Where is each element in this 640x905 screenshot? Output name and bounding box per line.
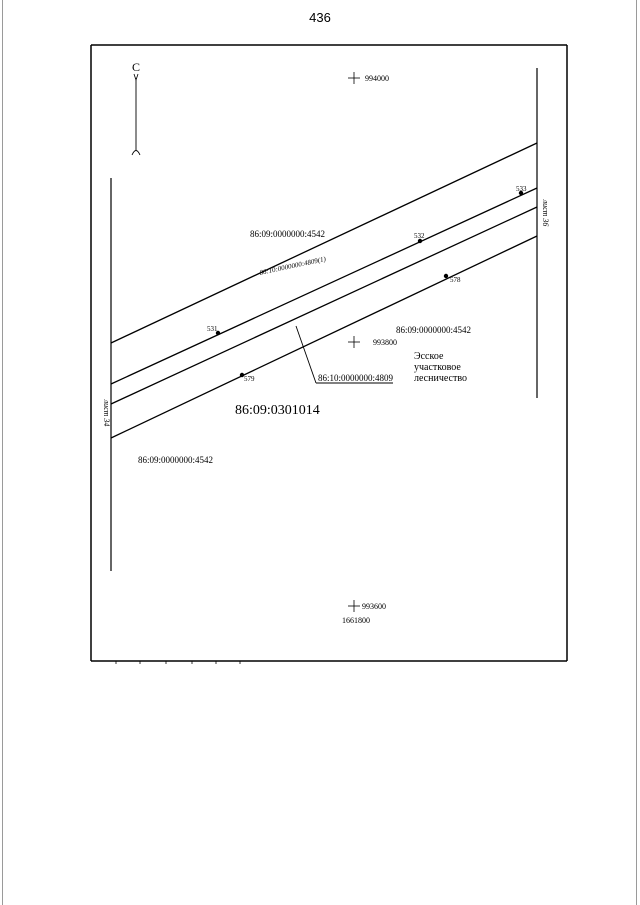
grid-cross-bottom: [348, 600, 360, 612]
forestry-line-3: лесничество: [414, 373, 467, 384]
survey-label-533: 533: [516, 185, 527, 193]
grid-label-top: 994000: [365, 74, 389, 83]
survey-label-578: 578: [450, 276, 461, 284]
grid-label-mid: 993800: [373, 338, 397, 347]
sheet-boundaries: [111, 68, 537, 571]
survey-label-579: 579: [244, 375, 255, 383]
parcel-label-lower: 86:09:0000000:4542: [138, 455, 214, 465]
forestry-line-1: Эсское: [414, 351, 444, 362]
parcel-label-right: 86:09:0000000:4542: [396, 325, 472, 335]
grid-cross-top: [348, 72, 360, 84]
forestry-line-2: участковое: [414, 362, 461, 373]
page-number: 436: [309, 10, 331, 25]
survey-point-578: [444, 274, 448, 278]
parcel-label-upper: 86:09:0000000:4542: [250, 229, 326, 239]
quarter-number: 86:09:0301014: [235, 403, 320, 418]
sheet-label-right: лист 36: [541, 199, 550, 227]
corridor-lines: [111, 143, 537, 438]
grid-label-bottom: 993600: [362, 602, 386, 611]
bottom-easting-label: 1661800: [342, 616, 370, 625]
parcel-label-strip: 86:10:0000000:4809(1): [258, 255, 327, 277]
sheet-label-left: лист 34: [102, 399, 111, 427]
north-letter: С: [131, 60, 141, 74]
survey-label-531: 531: [207, 325, 218, 333]
survey-label-532: 532: [414, 232, 425, 240]
north-arrow: [132, 60, 140, 155]
grid-cross-mid: [348, 336, 360, 348]
callout-label: 86:10:0000000:4809: [318, 373, 394, 383]
map-frame: [91, 45, 567, 664]
